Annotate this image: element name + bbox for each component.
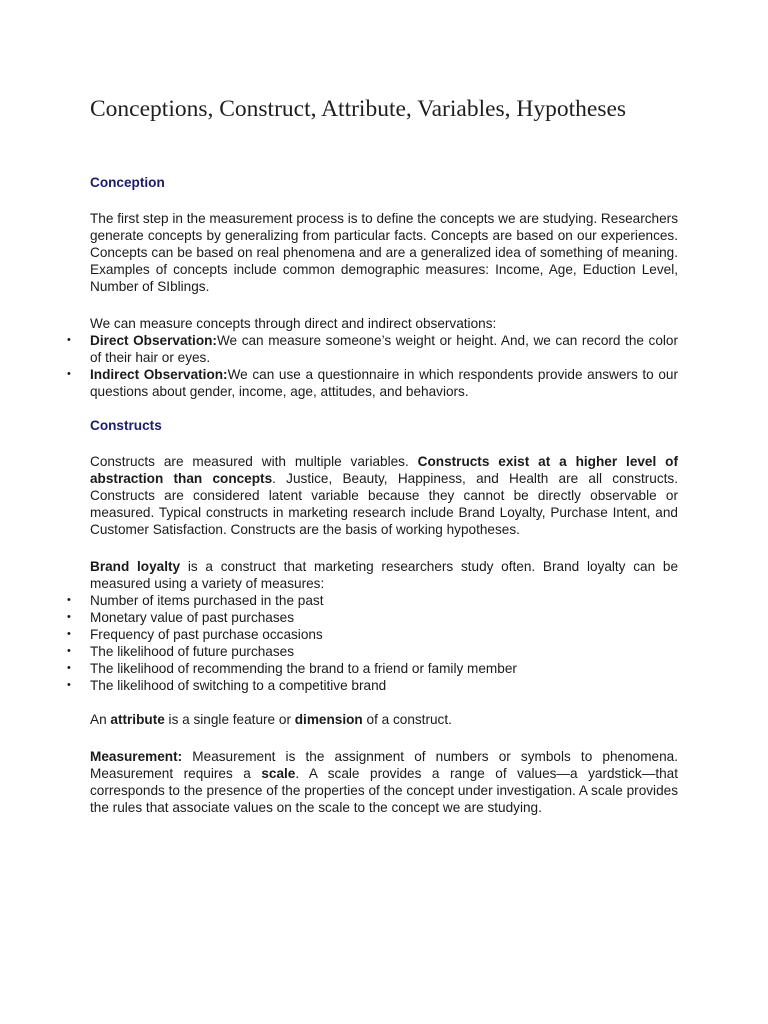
attribute-paragraph — [90, 711, 678, 728]
list-item — [67, 660, 678, 677]
constructs-paragraph — [90, 453, 678, 538]
list-item-text: Monetary value of past purchases — [90, 610, 295, 625]
bullet-icon: • — [67, 611, 71, 623]
list-item — [67, 592, 678, 609]
paragraph-text: . A scale provides a range of values—a yardstick—that corresponds to the presence of the properties of the concept under investigation. A scale provides the rules that associate values on the scale to the concept we are studying. — [90, 766, 678, 815]
section-heading-constructs: Constructs — [90, 418, 162, 433]
list-item — [67, 643, 678, 660]
conception-paragraph: The first step in the measurement process is to define the concepts we are studying. Researchers generate concepts by generalizing from particular facts. Concepts are based on our experiences. Concepts can be based on real phenomena and are a generalized idea of something of meaning. Examples of concepts include common demographic measures: Income, Age, Eduction Level, Number of SIblings. — [90, 211, 678, 294]
brand-loyalty-paragraph — [90, 558, 678, 592]
bullet-icon: • — [67, 628, 71, 640]
paragraph-text: is a single feature or — [164, 712, 295, 727]
list-item-text: We can use a questionnaire in which respondents provide answers to our questions about gender, income, age, attitudes, and behaviors. — [90, 367, 678, 399]
list-item — [67, 332, 678, 366]
observation-intro-paragraph: We can measure concepts through direct and indirect observations: — [90, 316, 497, 331]
bullet-icon: • — [67, 679, 71, 691]
list-item-text: We can measure someone’s weight or height. And, we can record the color of their hair or eyes. — [90, 333, 678, 365]
bullet-icon: • — [67, 645, 71, 657]
emphasis-text: Measurement: — [90, 749, 183, 764]
emphasis-text: attribute — [110, 712, 165, 727]
measurement-paragraph — [90, 748, 678, 816]
emphasis-text: scale — [261, 766, 296, 781]
bullet-icon: • — [67, 594, 71, 606]
measures-list — [67, 592, 678, 694]
list-item-text: The likelihood of switching to a competitive brand — [90, 678, 387, 693]
list-item-text: Number of items purchased in the past — [90, 593, 324, 608]
paragraph-text: Measurement is the assignment of numbers or symbols to phenomena. Measurement requires a — [90, 749, 678, 781]
paragraph-text: is a construct that marketing researchers study often. Brand loyalty can be measured using a variety of measures: — [90, 559, 679, 591]
list-item — [67, 677, 678, 694]
bullet-icon: • — [67, 368, 71, 380]
emphasis-text: dimension — [294, 712, 363, 727]
bullet-icon: • — [67, 662, 71, 674]
paragraph-text: An — [90, 712, 111, 727]
list-item-term: Indirect Observation: — [90, 367, 228, 382]
list-item — [67, 366, 678, 400]
emphasis-text: Brand loyalty — [90, 559, 181, 574]
list-item-term: Direct Observation: — [90, 333, 217, 348]
observation-list — [67, 332, 678, 400]
page-title: Conceptions, Construct, Attribute, Variables, Hypotheses — [90, 96, 627, 122]
list-item-text: Frequency of past purchase occasions — [90, 627, 323, 642]
emphasis-text: Constructs exist at a higher level of abstraction than concepts — [90, 454, 678, 486]
bullet-icon: • — [67, 334, 71, 346]
paragraph-text: . Justice, Beauty, Happiness, and Health are all constructs. Constructs are considered latent variable because they cannot be directly observable or measured. Typical constructs in marketing research include Brand Loyalty, Purchase Intent, and Customer Satisfaction. Constructs are the basis of working hypotheses. — [90, 471, 678, 537]
list-item — [67, 626, 678, 643]
list-item-text: The likelihood of future purchases — [90, 644, 295, 659]
document-body — [67, 174, 679, 816]
paragraph-text: of a construct. — [362, 712, 452, 727]
list-item-text: The likelihood of recommending the brand to a friend or family member — [90, 661, 517, 676]
section-heading-conception: Conception — [90, 175, 165, 190]
paragraph-text: Constructs are measured with multiple variables. — [90, 454, 418, 469]
list-item — [67, 609, 678, 626]
